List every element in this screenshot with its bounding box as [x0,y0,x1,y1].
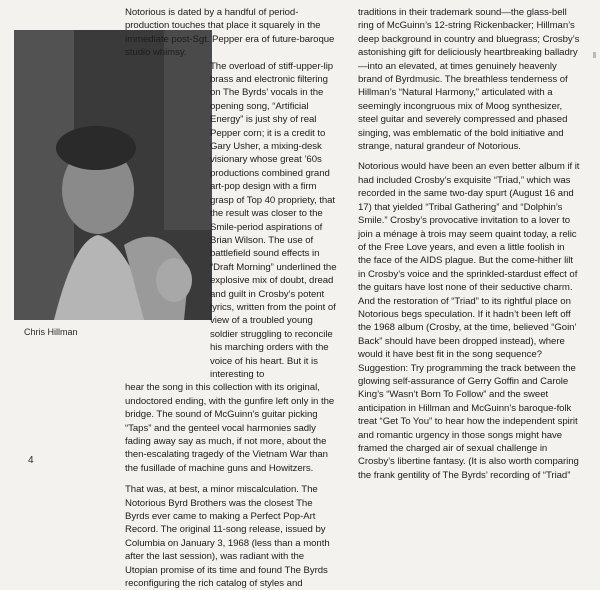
paragraph-wrapped: The overload of stiff-upper-lip brass and electronic filtering on The Byrds’ vocals in the opening song, “Artificial Energy” is just shy of real Pepper corn; it is a credit to Gary Usher, a mixing-desk visionary whose great ’60s productions combined grand art-pop design with a firm grasp of Top 40 propriety, that the result was closer to the Smile-period aspirations of Brian Wilson. The use of battlefield sound effects in “Draft Morning” underlined the explosive mix of doubt, dread and guilt in Crosby’s potent lyrics, written from the point of view of a troubled young soldier struggling to reconcile his marching orders with the voice of his heart. But it is interesting to [210,60,337,380]
text-column-left [125,6,339,590]
photo-caption: Chris Hillman [24,327,78,337]
paragraph-intro: Notorious is dated by a handful of period-production touches that place it squarely in the immediate post-Sgt. Pepper era of future-baroque studio whimsy. [125,7,335,59]
page-number: 4 [28,455,34,466]
paragraph-second: That was, at best, a minor miscalculation. The Notorious Byrd Brothers was the closest The Byrds ever came to making a Perfect Pop-Art Record. The original 11-song release, issued by Columbia on January 3, 1968 (less than a month after the last session), was radiant with the Utopian promise of its time and found The Byrds reconfiguring the rich catalog of styles and [125,484,330,590]
page-edge-mark [593,52,596,58]
text-column-right [358,6,580,482]
paragraph-right-first: traditions in their trademark sound—the glass-bell ring of McGuinn’s 12-string Rickenbacker; Hillman’s deep background in country and bluegrass; Crosby’s astonishing gift for deliciously heartbreaking balladry—into an elevated, at times genuinely heavenly brand of Byrdmusic. The breathless tenderness of Hillman’s “Natural Harmony,” articulated with a seemingly incongruous mix of Moog synthesizer, steel guitar and severely compressed and phased singing, was emblematic of the bold initiative and strange, natural grandeur of Notorious. [358,7,580,153]
paragraph-right-second: Notorious would have been an even better album if it had included Crosby’s exquisite “Triad,” which was recorded in the same two-day spurt (August 16 and 17) that yielded “Tribal Gathering” and “Dolphin’s Smile.” Crosby’s provocative invitation to a lover to join a ménage à trois may seem quaint today, a relic of the Free Love years, and even a little foolish in the face of the AIDS plague. But the come-hither lilt in Crosby’s voice and the sprinkled-stardust effect of the guitars have lost none of their seductive charm. And the restoration of “Triad” to its rightful place on Notorious begs speculation. If it hadn’t been left off the 1968 album (Crosby, at the time, believed “Goin’ Back” should have been dropped instead), where would it have best fit in the song sequence? Suggestion: Try programming the track between the glowing self-assurance of Gerry Goffin and Carole King’s “Wasn’t Born To Follow” and the sweet anticipation in Hillman and McGuinn’s baroque-folk treat “Get To You” to hear how the independent spirit and romantic urgency in those songs might have framed the charged air of sexual challenge in Crosby’s libertine fantasy. (It is also worth comparing the frank gentility of The Byrds’ recording of “Triad” [358,161,580,481]
paragraph-continued: hear the song in this collection with its original, undoctored ending, with the gunfire left only in the bridge. The sound of McGuinn’s guitar picking “Taps” and the genteel vocal harmonies sadly fading away say as much, if not more, about the then-escalating tragedy of the Vietnam War than the fusillade of machine guns and Howitzers. [125,382,335,474]
